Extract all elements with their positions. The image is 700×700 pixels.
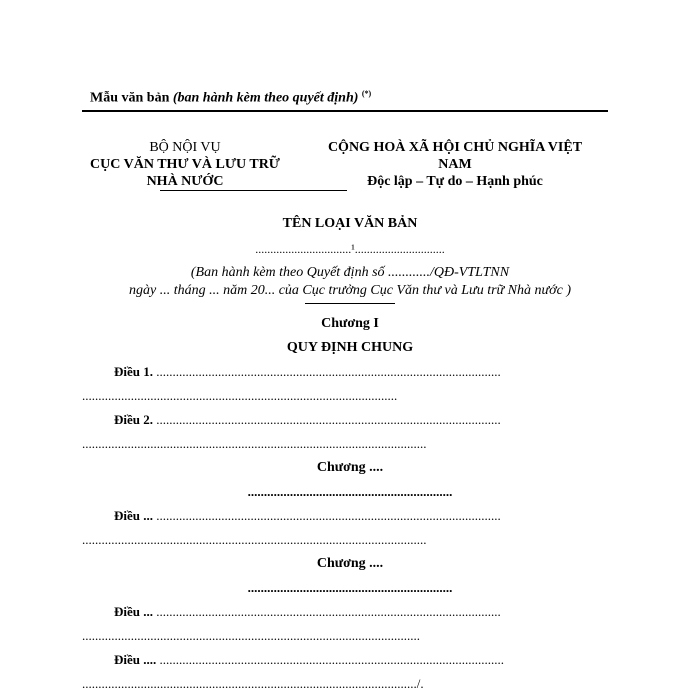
agency-block (80, 139, 290, 190)
header-rule (82, 110, 608, 112)
form-mark: (*) (361, 89, 372, 98)
agency-parent: BỘ NỘI VỤ (149, 140, 221, 155)
article2-dots: .......................................................................................................... (156, 412, 501, 427)
motto-line1: CỘNG HOÀ XÃ HỘI CHỦ NGHĨA VIỆT (327, 140, 583, 155)
article3-line (114, 508, 501, 524)
article3-cont: .......................................................................................................... (82, 532, 427, 547)
chapter3-name: ............................................................... (247, 580, 453, 595)
article5-dots: .......................................................................................................... (159, 652, 504, 667)
chapter1-name: QUY ĐỊNH CHUNG (286, 340, 414, 355)
title-dots: ................................¹.............................. (255, 242, 445, 256)
article1-dots: .......................................................................................................... (156, 364, 501, 379)
motto-line2: NAM (438, 157, 472, 172)
chapter2-name: ............................................................... (247, 484, 453, 499)
decision-line1: (Ban hành kèm theo Quyết định số ............/QĐ-VTLTNN (190, 265, 510, 280)
motto-block (312, 139, 598, 190)
article4-label: Điều ... (114, 604, 153, 619)
chapter2-title: Chương .... (316, 460, 384, 475)
form-label: Mẫu văn bản (90, 90, 170, 106)
article4-line (114, 604, 501, 620)
document-type-title: TÊN LOẠI VĂN BẢN (282, 216, 418, 231)
agency-underline (160, 190, 347, 191)
article3-label: Điều ... (114, 508, 153, 523)
article3-dots: .......................................................................................................... (156, 508, 501, 523)
motto-line3: Độc lập – Tự do – Hạnh phúc (367, 174, 543, 189)
article2-label: Điều 2. (114, 412, 153, 427)
article5-cont: ......................................................................................................./. (82, 676, 424, 691)
article2-line (114, 412, 501, 428)
article1-label: Điều 1. (114, 364, 153, 379)
article4-dots: .......................................................................................................... (156, 604, 501, 619)
article2-cont: .......................................................................................................... (82, 436, 427, 451)
article5-label: Điều .... (114, 652, 157, 667)
article1-cont: ................................................................................................. (82, 388, 398, 403)
article5-line (114, 652, 504, 668)
chapter1-title: Chương I (321, 316, 379, 331)
chapter3-title: Chương .... (316, 556, 384, 571)
form-note: (ban hành kèm theo quyết định) (172, 90, 359, 106)
decision-line2: ngày ... tháng ... năm 20... của Cục trưởng Cục Văn thư và Lưu trữ Nhà nước ) (129, 283, 571, 298)
article4-cont: ........................................................................................................ (82, 628, 420, 643)
form-header (90, 89, 371, 107)
agency-name-line2: NHÀ NƯỚC (146, 174, 224, 189)
article1-line (114, 364, 501, 380)
decision-underline (305, 303, 395, 304)
agency-name-line1: CỤC VĂN THƯ VÀ LƯU TRỮ (90, 157, 280, 172)
